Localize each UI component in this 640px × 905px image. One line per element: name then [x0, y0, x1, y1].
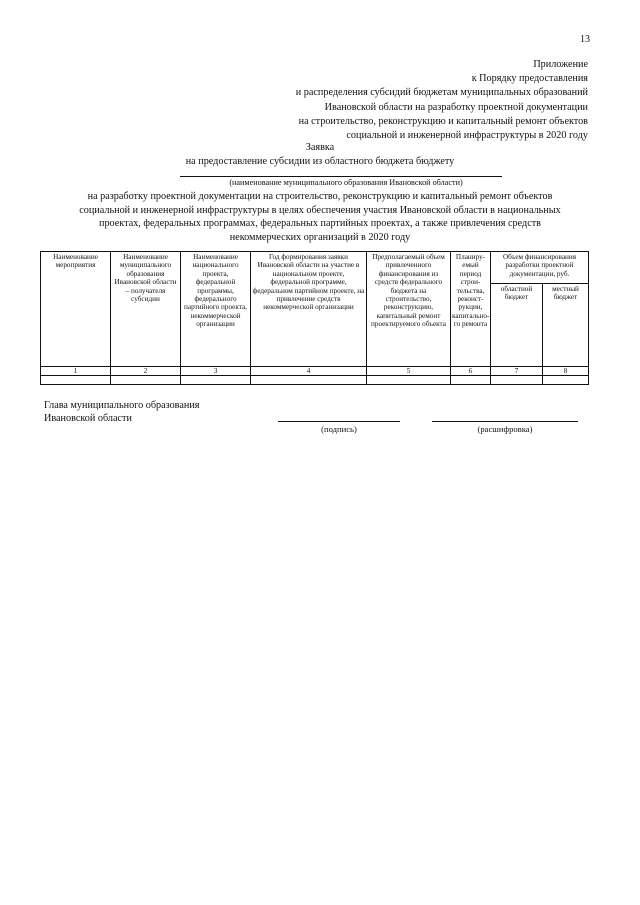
appendix-header: [296, 58, 588, 143]
signer-line: Ивановской области: [44, 413, 132, 424]
table-cell[interactable]: [41, 376, 111, 385]
appendix-line: на строительство, реконструкцию и капитальный ремонт объектов: [298, 115, 588, 127]
title-heading: Заявка: [305, 142, 335, 153]
column-number: 6: [451, 367, 491, 376]
table-cell[interactable]: [251, 376, 367, 385]
name-decode-line[interactable]: [432, 421, 578, 422]
appendix-line: социальной и инженерной инфраструктуры в 2020 году: [346, 130, 588, 142]
signature-line[interactable]: [278, 421, 400, 422]
header-cell-regional-budget: областной бюджет: [491, 284, 543, 367]
table-cell[interactable]: [367, 376, 451, 385]
header-cell-financing-group: Объем финансирования разработки проектной документации, руб.: [491, 252, 589, 284]
purpose-line: некоммерческих организаций в 2020 году: [229, 231, 411, 243]
table-cell[interactable]: [543, 376, 589, 385]
column-number: 7: [491, 367, 543, 376]
appendix-line: к Порядку предоставления: [471, 73, 588, 85]
column-number: 3: [181, 367, 251, 376]
document-title: [150, 141, 490, 169]
appendix-line: и распределения субсидий бюджетам муниципальных образований: [295, 87, 588, 99]
purpose-line: социальной и инженерной инфраструктуры в целях обеспечения участия Ивановской области в национальных: [79, 204, 561, 216]
header-cell-year: Год формирования заявки Ивановской области на участие в национальном проекте, федеральной программе, федеральном партийном проекте, на привлечение средств некоммерческой организации: [251, 252, 367, 367]
signer-line: Глава муниципального образования: [44, 400, 200, 411]
name-decode-caption: (расшифровка): [477, 424, 533, 434]
purpose-text: [40, 190, 600, 244]
municipality-name-line[interactable]: [180, 176, 502, 177]
column-number: 5: [367, 367, 451, 376]
table-cell[interactable]: [491, 376, 543, 385]
application-table: [40, 251, 589, 385]
signature-caption: (подпись): [321, 424, 357, 434]
table-header-row: [41, 252, 589, 284]
purpose-line: на разработку проектной документации на строительство, реконструкцию и капитальный ремонт объектов: [87, 191, 553, 202]
table-number-row: [41, 367, 589, 376]
appendix-line: Ивановской области на разработку проектной документации: [324, 101, 588, 113]
appendix-line: Приложение: [533, 59, 588, 70]
header-cell-period: Планиру-емый период строи-тельства, реконст-рукции, капитально-го ремонта: [451, 252, 491, 367]
header-cell-project: Наименование национального проекта, федеральной программы, федерального партийного проекта, некоммерческой организации: [181, 252, 251, 367]
title-subheading: на предоставление субсидии из областного бюджета бюджету: [185, 156, 455, 167]
municipality-field-caption: (наименование муниципального образования Ивановской области): [229, 178, 463, 187]
table-cell[interactable]: [181, 376, 251, 385]
page-number: 13: [580, 34, 590, 45]
signer-title: [44, 399, 199, 425]
table-row[interactable]: [41, 376, 589, 385]
purpose-line: проектах, федеральных программах, федеральных партийных проектах, а также привлечения средств: [99, 218, 541, 230]
table-cell[interactable]: [111, 376, 181, 385]
column-number: 8: [543, 367, 589, 376]
column-number: 1: [41, 367, 111, 376]
header-cell-municipality: Наименование муниципального образования Ивановской области – получателя субсидии: [111, 252, 181, 367]
table-cell[interactable]: [451, 376, 491, 385]
column-number: 2: [111, 367, 181, 376]
header-cell-activity: Наименование мероприятия: [41, 252, 111, 367]
header-cell-federal-funding: Предполагаемый объем привлеченного финансирования из средств федерального бюджета на строительство, реконструкцию, капитальный ремонт проектируемого объекта: [367, 252, 451, 367]
column-number: 4: [251, 367, 367, 376]
header-cell-local-budget: местный бюджет: [543, 284, 589, 367]
